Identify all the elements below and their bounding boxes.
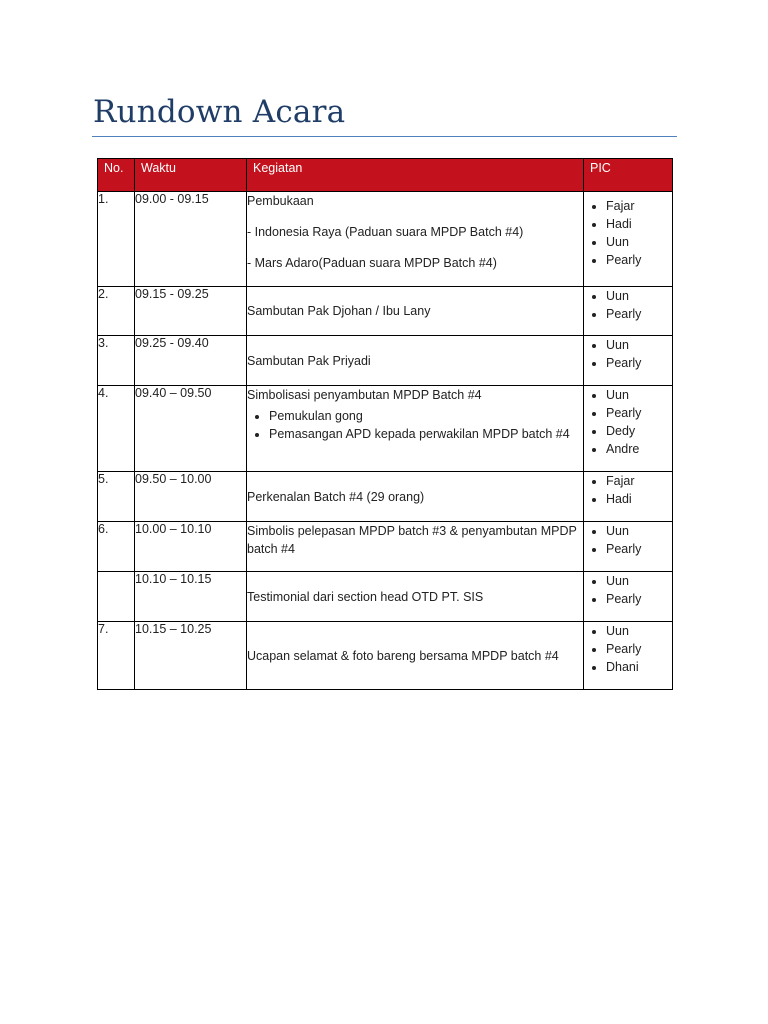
activity-line: Sambutan Pak Priyadi	[247, 353, 371, 368]
header-no: No.	[98, 159, 135, 192]
page-title: Rundown Acara	[93, 94, 346, 130]
rundown-table	[97, 158, 673, 690]
pic-list	[584, 287, 672, 323]
row-activity	[247, 336, 584, 386]
table-header-row	[98, 159, 673, 192]
row-activity	[247, 192, 584, 287]
pic-item: • Uun	[606, 287, 672, 305]
table-row	[98, 336, 673, 386]
pic-list	[584, 336, 672, 372]
title-underline	[92, 136, 677, 137]
row-pic	[584, 472, 673, 522]
pic-item: • Pearly	[606, 590, 672, 608]
row-activity	[247, 572, 584, 622]
pic-item: • Pearly	[606, 305, 672, 323]
activity-line: Ucapan selamat & foto bareng bersama MPDP batch #4	[247, 648, 559, 663]
table-row	[98, 192, 673, 287]
pic-item: • Andre	[606, 440, 672, 458]
row-time: 09.25 - 09.40	[135, 336, 247, 386]
row-number	[98, 572, 135, 622]
activity-bullet: • Pemukulan gong	[269, 407, 583, 425]
pic-list	[584, 386, 672, 458]
row-pic	[584, 192, 673, 287]
pic-list	[584, 572, 672, 608]
row-pic	[584, 336, 673, 386]
activity-bullets	[247, 407, 583, 443]
pic-list	[584, 622, 672, 676]
row-time: 10.15 – 10.25	[135, 622, 247, 690]
pic-item: • Hadi	[606, 490, 672, 508]
activity-line: Pembukaan	[247, 194, 314, 208]
activity-bullet: • Pemasangan APD kepada perwakilan MPDP batch #4	[269, 425, 583, 443]
row-pic	[584, 386, 673, 472]
activity-line: Sambutan Pak Djohan / Ibu Lany	[247, 304, 431, 318]
row-time: 09.50 – 10.00	[135, 472, 247, 522]
activity-line: - Indonesia Raya (Paduan suara MPDP Batch #4)	[247, 225, 524, 239]
row-number: 6.	[98, 522, 135, 572]
row-activity	[247, 386, 584, 472]
activity-line: - Mars Adaro(Paduan suara MPDP Batch #4)	[247, 256, 497, 270]
activity-line: Simbolisasi penyambutan MPDP Batch #4	[247, 388, 482, 402]
table-row	[98, 522, 673, 572]
pic-list	[584, 522, 672, 558]
row-time: 10.10 – 10.15	[135, 572, 247, 622]
pic-item: • Pearly	[606, 540, 672, 558]
pic-item: • Uun	[606, 233, 672, 251]
pic-item: • Uun	[606, 622, 672, 640]
row-activity	[247, 472, 584, 522]
row-activity	[247, 622, 584, 690]
row-pic	[584, 572, 673, 622]
pic-item: • Pearly	[606, 404, 672, 422]
row-number: 3.	[98, 336, 135, 386]
row-pic	[584, 622, 673, 690]
row-pic	[584, 522, 673, 572]
table-row	[98, 622, 673, 690]
pic-item: • Hadi	[606, 215, 672, 233]
pic-item: • Pearly	[606, 251, 672, 269]
table-row	[98, 386, 673, 472]
pic-item: • Uun	[606, 572, 672, 590]
pic-list	[584, 197, 672, 269]
pic-item: • Fajar	[606, 472, 672, 490]
pic-item: • Dhani	[606, 658, 672, 676]
row-number: 5.	[98, 472, 135, 522]
row-number: 4.	[98, 386, 135, 472]
row-activity	[247, 522, 584, 572]
row-pic	[584, 287, 673, 336]
activity-line: Simbolis pelepasan MPDP batch #3 & penyambutan MPDP batch #4	[247, 524, 577, 556]
table-row	[98, 472, 673, 522]
header-time: Waktu	[135, 159, 247, 192]
pic-list	[584, 472, 672, 508]
table-row	[98, 572, 673, 622]
pic-item: • Dedy	[606, 422, 672, 440]
header-activity: Kegiatan	[247, 159, 584, 192]
header-pic: PIC	[584, 159, 673, 192]
table-row	[98, 287, 673, 336]
row-activity	[247, 287, 584, 336]
pic-item: • Fajar	[606, 197, 672, 215]
row-time: 09.15 - 09.25	[135, 287, 247, 336]
pic-item: • Pearly	[606, 354, 672, 372]
row-number: 7.	[98, 622, 135, 690]
pic-item: • Uun	[606, 336, 672, 354]
row-number: 1.	[98, 192, 135, 287]
row-number: 2.	[98, 287, 135, 336]
pic-item: • Uun	[606, 386, 672, 404]
activity-line: Testimonial dari section head OTD PT. SIS	[247, 589, 484, 604]
pic-item: • Uun	[606, 522, 672, 540]
row-time: 09.00 - 09.15	[135, 192, 247, 287]
activity-line: Perkenalan Batch #4 (29 orang)	[247, 489, 425, 504]
pic-item: • Pearly	[606, 640, 672, 658]
row-time: 09.40 – 09.50	[135, 386, 247, 472]
row-time: 10.00 – 10.10	[135, 522, 247, 572]
